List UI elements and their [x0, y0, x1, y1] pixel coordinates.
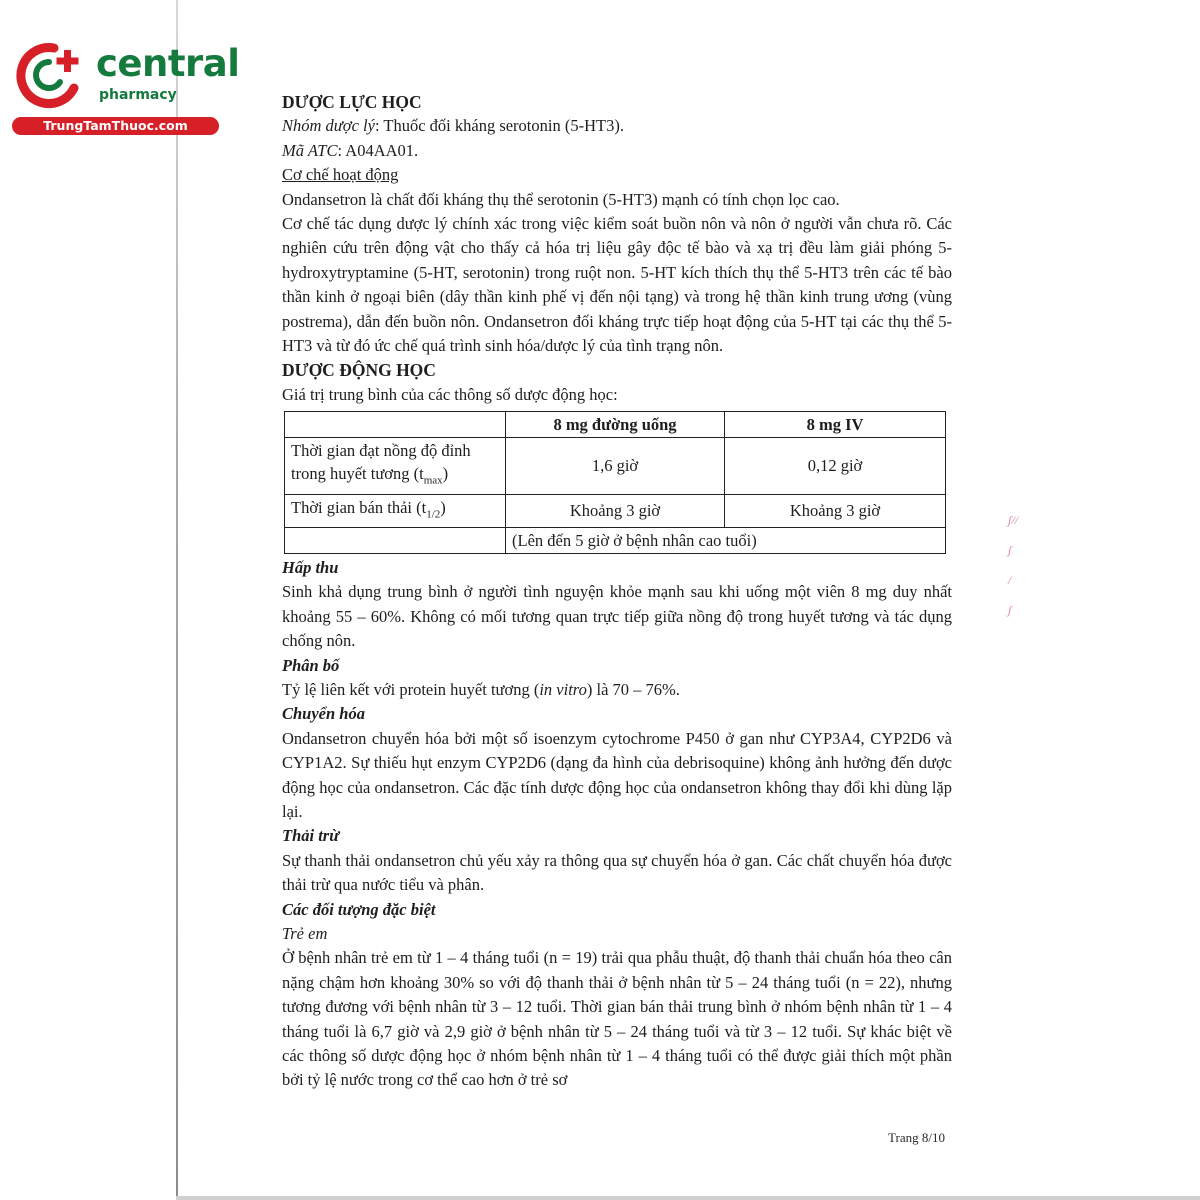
- pharmacy-logo-icon: [10, 36, 92, 110]
- absorption-heading: Hấp thu: [282, 557, 339, 577]
- table-header-oral: 8 mg đường uống: [506, 412, 725, 438]
- table-header-empty: [285, 412, 506, 438]
- document-page: [282, 90, 952, 1093]
- table-row: [285, 494, 946, 527]
- page-number: Trang 8/10: [888, 1130, 945, 1145]
- pharmacokinetics-heading: DƯỢC ĐỘNG HỌC: [282, 360, 436, 381]
- mechanism-heading: Cơ chế hoạt động: [282, 165, 399, 185]
- distribution-text-italic: in vitro: [539, 679, 587, 699]
- table-cell-halflife-iv: Khoảng 3 giờ: [725, 494, 946, 527]
- pharmacologic-group-label: Nhóm dược lý: [282, 116, 375, 136]
- metabolism-text: Ondansetron chuyển hóa bởi một số isoenzym cytochrome P450 ở gan như CYP3A4, CYP2D6 và CYP1A2. Sự thiếu hụt enzym CYP2D6 (dạng đa hình của debrisoquine) không ảnh hưởng đến dược động học của ondansetron. Các đặc tính dược động học của ondansetron không thay đổi khi dùng lặp lại.: [282, 728, 952, 821]
- pharmacologic-group-value: : Thuốc đối kháng serotonin (5-HT3).: [374, 116, 624, 136]
- distribution-text-b: ) là 70 – 76%.: [586, 679, 680, 699]
- central-pharmacy-logo[interactable]: [10, 36, 240, 136]
- table-cell-tmax-iv: 0,12 giờ: [725, 438, 946, 494]
- children-text: Ở bệnh nhân trẻ em từ 1 – 4 tháng tuổi (n = 19) trải qua phẫu thuật, độ thanh thải chuẩn hóa theo cân nặng chậm hơn khoảng 30% so với độ thanh thải ở bệnh nhân từ 5 – 24 tháng tuổi (n = 22), nhưng tương đương với bệnh nhân từ 3 – 12 tuổi. Thời gian bán thải trung bình ở nhóm bệnh nhân từ 1 – 4 tháng tuổi là 6,7 giờ và 2,9 giờ ở bệnh nhân từ 5 – 24 tháng tuổi và từ 3 – 12 tuổi. Sự khác biệt về các thông số dược động học ở nhóm bệnh nhân từ 1 – 4 tháng tuổi có thể được giải thích một phần bởi tỷ lệ nước trong cơ thể cao hơn ở trẻ sơ: [282, 948, 952, 1090]
- logo-sub-text: pharmacy: [99, 87, 177, 103]
- elimination-text: Sự thanh thải ondansetron chủ yếu xảy ra thông qua sự chuyển hóa ở gan. Các chất chuyển hóa được thải trừ qua nước tiểu và phân.: [282, 850, 952, 895]
- tmax-subscript: max: [423, 474, 443, 487]
- atc-code-label: Mã ATC: [282, 140, 338, 160]
- table-cell-halflife-oral: Khoảng 3 giờ: [506, 494, 725, 527]
- pharmacodynamics-heading: DƯỢC LỰC HỌC: [282, 92, 422, 112]
- halflife-subscript: 1/2: [426, 507, 441, 520]
- table-cell-elderly-note: (Lên đến 5 giờ ở bệnh nhân cao tuổi): [506, 527, 946, 553]
- table-row: [285, 412, 946, 438]
- tmax-label-close: ): [442, 464, 449, 484]
- table-cell-tmax-oral: 1,6 giờ: [506, 438, 725, 494]
- table-cell-empty: [285, 527, 506, 553]
- table-cell-halflife-label: [285, 494, 506, 527]
- distribution-text: [282, 678, 952, 702]
- logo-website-link[interactable]: TrungTamThuoc.com: [12, 117, 219, 135]
- atc-code-value: : A04AA01.: [337, 140, 419, 160]
- mechanism-paragraph-2: Cơ chế tác dụng dược lý chính xác trong việc kiểm soát buồn nôn và nôn ở người vẫn chưa rõ. Các nghiên cứu trên động vật cho thấy cả hóa trị liệu gây độc tế bào và xạ trị đều làm giải phóng 5-hydroxytryptamine (5-HT, serotonin) trong ruột non. 5-HT kích thích thụ thể 5-HT3 trên các tế bào thần kinh ở ngoại biên (dây thần kinh phế vị đến nội tạng) và trong hệ thần kinh trung ương (vùng postrema), dẫn đến buồn nôn. Ondansetron đối kháng trực tiếp hoạt động của 5-HT tại các thụ thể 5-HT3 và từ đó ức chế quá trình sinh hóa/dược lý của tình trạng nôn.: [282, 214, 952, 356]
- table-row: [285, 438, 946, 494]
- absorption-text: Sinh khả dụng trung bình ở người tình nguyện khỏe mạnh sau khi uống một viên 8 mg duy nhất khoảng 55 – 60%. Không có mối tương quan trực tiếp giữa nồng độ trong huyết tương và tác dụng chống nôn.: [282, 582, 952, 651]
- halflife-label-text: Thời gian bán thải (t: [291, 497, 427, 517]
- logo-brand-text: central: [96, 42, 240, 85]
- scan-bottom-edge: [176, 1196, 1200, 1200]
- atc-code: [282, 139, 952, 163]
- metabolism-heading: Chuyển hóa: [282, 704, 365, 724]
- tmax-label-text: Thời gian đạt nồng độ đỉnh trong huyết tương (t: [291, 441, 471, 484]
- distribution-heading: Phân bố: [282, 655, 340, 675]
- pk-parameters-table: [284, 411, 946, 554]
- distribution-text-a: Tỷ lệ liên kết với protein huyết tương (: [282, 679, 540, 699]
- table-header-iv: 8 mg IV: [725, 412, 946, 438]
- margin-stamp-marks: ʃ// ʃ / ʃ: [1008, 513, 1019, 617]
- table-cell-tmax-label: [285, 438, 506, 494]
- special-populations-heading: Các đối tượng đặc biệt: [282, 899, 436, 919]
- pharmacologic-group: [282, 114, 952, 138]
- children-heading: Trẻ em: [282, 923, 328, 943]
- halflife-label-close: ): [440, 497, 446, 517]
- elimination-heading: Thải trừ: [282, 826, 340, 846]
- table-row: [285, 527, 946, 553]
- scan-left-edge: [176, 0, 178, 1200]
- mechanism-paragraph-1: Ondansetron là chất đối kháng thụ thể serotonin (5-HT3) mạnh có tính chọn lọc cao.: [282, 189, 840, 209]
- pk-intro: Giá trị trung bình của các thông số dược động học:: [282, 384, 618, 404]
